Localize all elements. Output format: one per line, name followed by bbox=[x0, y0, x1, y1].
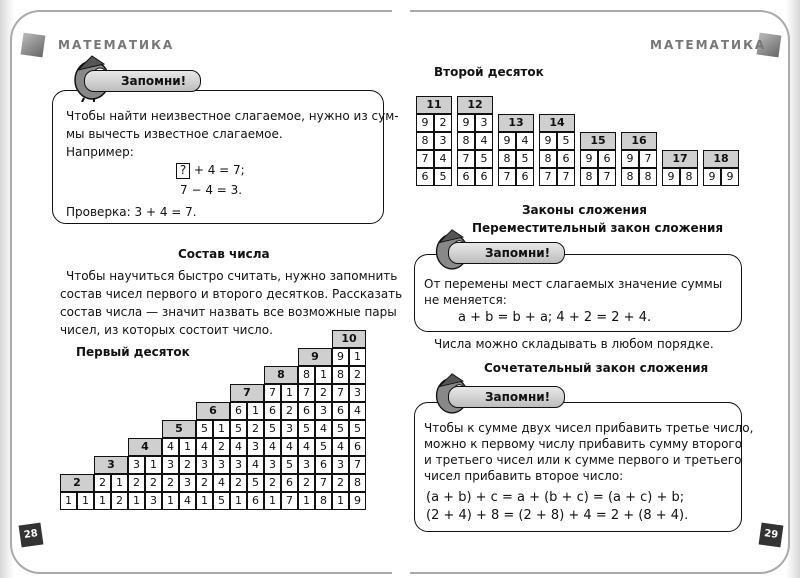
table-cell: 6 bbox=[247, 492, 264, 510]
table-cell: 7 bbox=[298, 384, 315, 402]
table-cell: 5 bbox=[196, 420, 213, 438]
table-cell: 3 bbox=[315, 402, 332, 420]
table-cell: 5 bbox=[247, 474, 264, 492]
table-cell: 5 bbox=[475, 150, 493, 168]
table-cell: 1 bbox=[247, 402, 264, 420]
assoc-line-4: чисел прибавить второе число: bbox=[424, 469, 624, 483]
table-cell: 1 bbox=[264, 492, 281, 510]
table-cell: 1 bbox=[179, 438, 196, 456]
number-header: 7 bbox=[230, 384, 264, 402]
first-decade-title: Первый десяток bbox=[76, 345, 190, 359]
unknown-box: ? bbox=[176, 163, 190, 179]
table-cell: 3 bbox=[281, 420, 298, 438]
assoc-formula-1: (a + b) + c = a + (b + c) = (a + c) + b; bbox=[426, 490, 685, 505]
table-cell: 7 bbox=[349, 456, 366, 474]
table-cell: 4 bbox=[434, 150, 452, 168]
table-cell: 5 bbox=[298, 420, 315, 438]
table-cell: 3 bbox=[332, 456, 349, 474]
table-cell: 5 bbox=[349, 420, 366, 438]
number-header: 5 bbox=[162, 420, 196, 438]
table-cell: 2 bbox=[434, 114, 452, 132]
table-cell: 2 bbox=[281, 402, 298, 420]
table-cell: 4 bbox=[281, 438, 298, 456]
para-line-3: состав числа — значит назвать все возможные пары bbox=[60, 305, 397, 319]
table-cell: 3 bbox=[434, 132, 452, 150]
table-cell: 2 bbox=[230, 474, 247, 492]
assoc-line-2: можно к первому числу прибавить сумму второго bbox=[424, 437, 743, 451]
table-cell: 3 bbox=[179, 474, 196, 492]
table-cell: 7 bbox=[281, 492, 298, 510]
comm-line-2: не меняется: bbox=[424, 293, 507, 307]
table-cell: 4 bbox=[475, 132, 493, 150]
table-cell: 6 bbox=[516, 168, 534, 186]
table-cell: 8 bbox=[315, 492, 332, 510]
table-cell: 8 bbox=[498, 150, 516, 168]
table-cell: 2 bbox=[247, 420, 264, 438]
table-cell: 9 bbox=[416, 114, 434, 132]
table-cell: 6 bbox=[598, 150, 616, 168]
table-cell: 6 bbox=[457, 168, 475, 186]
number-header: 18 bbox=[703, 150, 739, 168]
table-cell: 7 bbox=[264, 384, 281, 402]
number-header: 16 bbox=[621, 132, 657, 150]
table-cell: 2 bbox=[298, 474, 315, 492]
table-cell: 8 bbox=[298, 366, 315, 384]
table-cell: 8 bbox=[349, 474, 366, 492]
table-cell: 4 bbox=[230, 438, 247, 456]
page-number: 28 bbox=[19, 523, 44, 548]
table-cell: 1 bbox=[60, 492, 77, 510]
number-header: 2 bbox=[60, 474, 94, 492]
table-cell: 7 bbox=[598, 168, 616, 186]
example-equation-2: 7 − 4 = 3. bbox=[180, 183, 243, 197]
table-cell: 1 bbox=[349, 348, 366, 366]
number-header: 11 bbox=[416, 96, 452, 114]
table-cell: 9 bbox=[332, 348, 349, 366]
table-cell: 6 bbox=[281, 474, 298, 492]
table-cell: 3 bbox=[247, 438, 264, 456]
table-cell: 2 bbox=[315, 384, 332, 402]
number-header: 17 bbox=[662, 150, 698, 168]
table-cell: 2 bbox=[179, 456, 196, 474]
table-cell: 7 bbox=[639, 150, 657, 168]
table-cell: 5 bbox=[516, 150, 534, 168]
table-cell: 6 bbox=[264, 402, 281, 420]
table-cell: 6 bbox=[349, 438, 366, 456]
second-decade-title: Второй десяток bbox=[434, 65, 544, 79]
number-header: 10 bbox=[332, 330, 366, 348]
table-cell: 6 bbox=[557, 150, 575, 168]
table-cell: 6 bbox=[475, 168, 493, 186]
table-cell: 4 bbox=[179, 492, 196, 510]
table-cell: 3 bbox=[128, 456, 145, 474]
number-header: 14 bbox=[539, 114, 575, 132]
table-cell: 3 bbox=[298, 456, 315, 474]
table-cell: 3 bbox=[145, 492, 162, 510]
table-cell: 7 bbox=[498, 168, 516, 186]
comm-note: Числа можно складывать в любом порядке. bbox=[434, 337, 714, 351]
remember-tag: Запомни! bbox=[84, 70, 201, 92]
number-header: 9 bbox=[298, 348, 332, 366]
table-cell: 8 bbox=[639, 168, 657, 186]
table-cell: 1 bbox=[94, 492, 111, 510]
assoc-law-title: Сочетательный закон сложения bbox=[484, 361, 709, 375]
eq1-rest: + 4 = 7; bbox=[193, 163, 245, 177]
para-line-4: чисел, из которых состоит число. bbox=[60, 323, 273, 337]
check-line: Проверка: 3 + 4 = 7. bbox=[66, 205, 197, 219]
rule-line-3: Например: bbox=[66, 145, 134, 159]
number-header: 13 bbox=[498, 114, 534, 132]
number-header: 6 bbox=[196, 402, 230, 420]
table-cell: 8 bbox=[416, 132, 434, 150]
assoc-line-3: и третьего чисел или к сумме первого и третьего bbox=[424, 453, 742, 467]
comm-line-1: От перемены мест слагаемых значение суммы bbox=[424, 277, 723, 291]
table-cell: 9 bbox=[457, 114, 475, 132]
table-cell: 2 bbox=[264, 474, 281, 492]
table-cell: 4 bbox=[196, 438, 213, 456]
remember-tag: Запомни! bbox=[448, 386, 565, 408]
table-cell: 4 bbox=[315, 420, 332, 438]
table-cell: 9 bbox=[621, 150, 639, 168]
table-cell: 5 bbox=[332, 420, 349, 438]
table-cell: 6 bbox=[230, 402, 247, 420]
table-cell: 2 bbox=[213, 438, 230, 456]
table-cell: 8 bbox=[680, 168, 698, 186]
number-header: 3 bbox=[94, 456, 128, 474]
table-cell: 5 bbox=[434, 168, 452, 186]
table-cell: 4 bbox=[516, 132, 534, 150]
table-cell: 1 bbox=[298, 492, 315, 510]
table-cell: 1 bbox=[77, 492, 94, 510]
table-cell: 4 bbox=[332, 438, 349, 456]
table-cell: 3 bbox=[196, 456, 213, 474]
table-cell: 3 bbox=[349, 384, 366, 402]
table-cell: 5 bbox=[230, 420, 247, 438]
table-cell: 6 bbox=[298, 402, 315, 420]
table-cell: 4 bbox=[264, 438, 281, 456]
section-title: Состав числа bbox=[178, 247, 270, 261]
table-cell: 2 bbox=[349, 366, 366, 384]
table-cell: 4 bbox=[162, 438, 179, 456]
table-cell: 5 bbox=[557, 132, 575, 150]
table-cell: 1 bbox=[196, 492, 213, 510]
table-cell: 9 bbox=[703, 168, 721, 186]
table-cell: 3 bbox=[213, 456, 230, 474]
number-header: 15 bbox=[580, 132, 616, 150]
table-cell: 1 bbox=[145, 456, 162, 474]
table-cell: 5 bbox=[213, 492, 230, 510]
table-cell: 2 bbox=[332, 474, 349, 492]
table-cell: 8 bbox=[332, 366, 349, 384]
table-cell: 5 bbox=[315, 438, 332, 456]
table-cell: 4 bbox=[213, 474, 230, 492]
table-cell: 1 bbox=[230, 492, 247, 510]
table-cell: 1 bbox=[213, 420, 230, 438]
table-cell: 5 bbox=[264, 420, 281, 438]
table-cell: 4 bbox=[298, 438, 315, 456]
table-cell: 2 bbox=[111, 492, 128, 510]
table-cell: 9 bbox=[349, 492, 366, 510]
number-header: 12 bbox=[457, 96, 493, 114]
table-cell: 3 bbox=[264, 456, 281, 474]
corner-square-icon bbox=[21, 33, 46, 58]
number-header: 4 bbox=[128, 438, 162, 456]
number-header: 8 bbox=[264, 366, 298, 384]
table-cell: 1 bbox=[162, 492, 179, 510]
assoc-formula-2: (2 + 4) + 8 = (2 + 8) + 4 = 2 + (8 + 4). bbox=[426, 508, 689, 523]
table-cell: 9 bbox=[539, 132, 557, 150]
comm-law-title: Переместительный закон сложения bbox=[472, 221, 724, 235]
table-cell: 1 bbox=[111, 474, 128, 492]
table-cell: 6 bbox=[315, 456, 332, 474]
remember-tag: Запомни! bbox=[448, 242, 565, 264]
table-cell: 9 bbox=[580, 150, 598, 168]
table-cell: 9 bbox=[498, 132, 516, 150]
table-cell: 2 bbox=[145, 474, 162, 492]
table-cell: 2 bbox=[128, 474, 145, 492]
table-cell: 2 bbox=[162, 474, 179, 492]
table-cell: 7 bbox=[539, 168, 557, 186]
laws-title: Законы сложения bbox=[522, 203, 647, 217]
page-header: МАТЕМАТИКА bbox=[58, 38, 175, 52]
table-cell: 2 bbox=[94, 474, 111, 492]
table-cell: 8 bbox=[621, 168, 639, 186]
table-cell: 7 bbox=[332, 384, 349, 402]
table-cell: 4 bbox=[247, 456, 264, 474]
table-cell: 8 bbox=[580, 168, 598, 186]
table-cell: 7 bbox=[315, 474, 332, 492]
comm-formula: a + b = b + a; 4 + 2 = 2 + 4. bbox=[458, 310, 652, 325]
example-equation-1 bbox=[176, 162, 245, 179]
table-cell: 1 bbox=[128, 492, 145, 510]
table-cell: 1 bbox=[315, 366, 332, 384]
page-header: МАТЕМАТИКА bbox=[650, 38, 767, 52]
para-line-1: Чтобы научиться быстро считать, нужно запомнить bbox=[66, 269, 398, 283]
table-cell: 1 bbox=[281, 384, 298, 402]
table-cell: 3 bbox=[230, 456, 247, 474]
table-cell: 2 bbox=[196, 474, 213, 492]
para-line-2: состав чисел первого и второго десятков. Рассказать bbox=[60, 287, 403, 301]
table-cell: 6 bbox=[332, 402, 349, 420]
rule-line-1: Чтобы найти неизвестное слагаемое, нужно из сум- bbox=[66, 109, 399, 123]
table-cell: 6 bbox=[416, 168, 434, 186]
table-cell: 7 bbox=[457, 150, 475, 168]
assoc-line-1: Чтобы к сумме двух чисел прибавить третье число, bbox=[424, 421, 754, 435]
table-cell: 7 bbox=[557, 168, 575, 186]
page-number: 29 bbox=[759, 523, 784, 548]
table-cell: 4 bbox=[349, 402, 366, 420]
table-cell: 8 bbox=[539, 150, 557, 168]
table-cell: 9 bbox=[662, 168, 680, 186]
table-cell: 5 bbox=[281, 456, 298, 474]
table-cell: 7 bbox=[416, 150, 434, 168]
table-cell: 9 bbox=[721, 168, 739, 186]
table-cell: 3 bbox=[475, 114, 493, 132]
table-cell: 3 bbox=[162, 456, 179, 474]
table-cell: 8 bbox=[457, 132, 475, 150]
rule-line-2: мы вычесть известное слагаемое. bbox=[66, 127, 283, 141]
table-cell: 1 bbox=[332, 492, 349, 510]
